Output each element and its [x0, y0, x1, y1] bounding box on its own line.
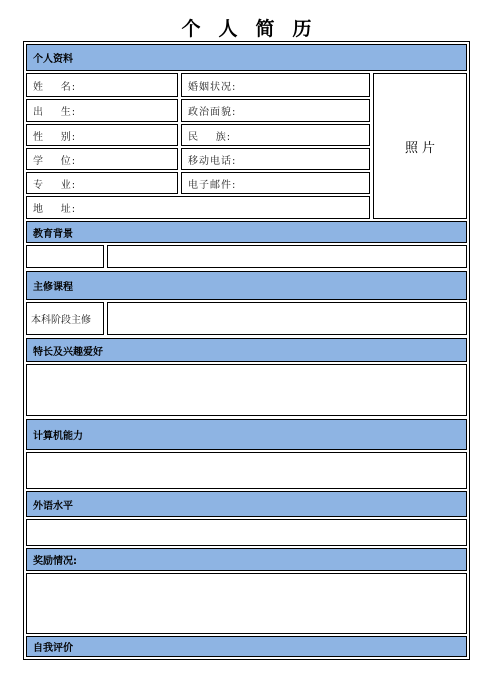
language-content-cell[interactable] [26, 519, 467, 546]
field-gender[interactable] [26, 124, 178, 146]
field-marital-status-label: 婚姻状况: [188, 81, 237, 93]
hobbies-content-cell[interactable] [26, 364, 467, 416]
field-degree[interactable] [26, 148, 178, 170]
awards-content-cell[interactable] [26, 573, 467, 634]
photo-label: 照片 [404, 140, 439, 156]
photo-box[interactable] [373, 73, 467, 219]
field-major-label: 专 业: [33, 179, 77, 191]
resume-table [23, 41, 470, 660]
field-address[interactable] [26, 196, 370, 219]
education-detail-cell[interactable] [107, 245, 467, 268]
field-major[interactable] [26, 172, 178, 194]
field-ethnicity[interactable] [181, 124, 370, 146]
field-birth-label: 出 生: [33, 107, 77, 118]
field-name[interactable] [26, 73, 178, 97]
field-political-status[interactable] [181, 99, 370, 122]
section-header-education: 教育背景 [26, 221, 467, 243]
field-gender-label: 性 别: [33, 131, 77, 143]
field-email-label: 电子邮件: [188, 179, 237, 191]
field-mobile-phone-label: 移动电话: [188, 155, 237, 167]
field-mobile-phone[interactable] [181, 148, 370, 170]
field-marital-status[interactable] [181, 73, 370, 97]
field-birth[interactable] [26, 99, 178, 122]
field-political-status-label: 政治面貌: [188, 107, 237, 118]
section-header-courses: 主修课程 [26, 271, 467, 300]
computer-content-cell[interactable] [26, 452, 467, 489]
field-name-label: 姓 名: [33, 81, 77, 93]
section-header-hobbies: 特长及兴趣爱好 [26, 338, 467, 362]
section-header-computer: 计算机能力 [26, 419, 467, 450]
courses-label-cell [26, 302, 104, 335]
section-header-awards: 奖励情况: [26, 548, 467, 571]
resume-title: 个人简历 [181, 18, 330, 40]
field-address-label: 地 址: [33, 204, 77, 215]
courses-label: 本科阶段主修 [31, 315, 91, 326]
section-header-self-evaluation: 自我评价 [26, 636, 467, 657]
section-header-language: 外语水平 [26, 491, 467, 517]
field-email[interactable] [181, 172, 370, 194]
section-header-personal: 个人资料 [26, 44, 467, 71]
courses-content-cell[interactable] [107, 302, 467, 335]
field-degree-label: 学 位: [33, 155, 77, 167]
education-period-cell[interactable] [26, 245, 104, 268]
field-ethnicity-label: 民 族: [188, 131, 232, 143]
